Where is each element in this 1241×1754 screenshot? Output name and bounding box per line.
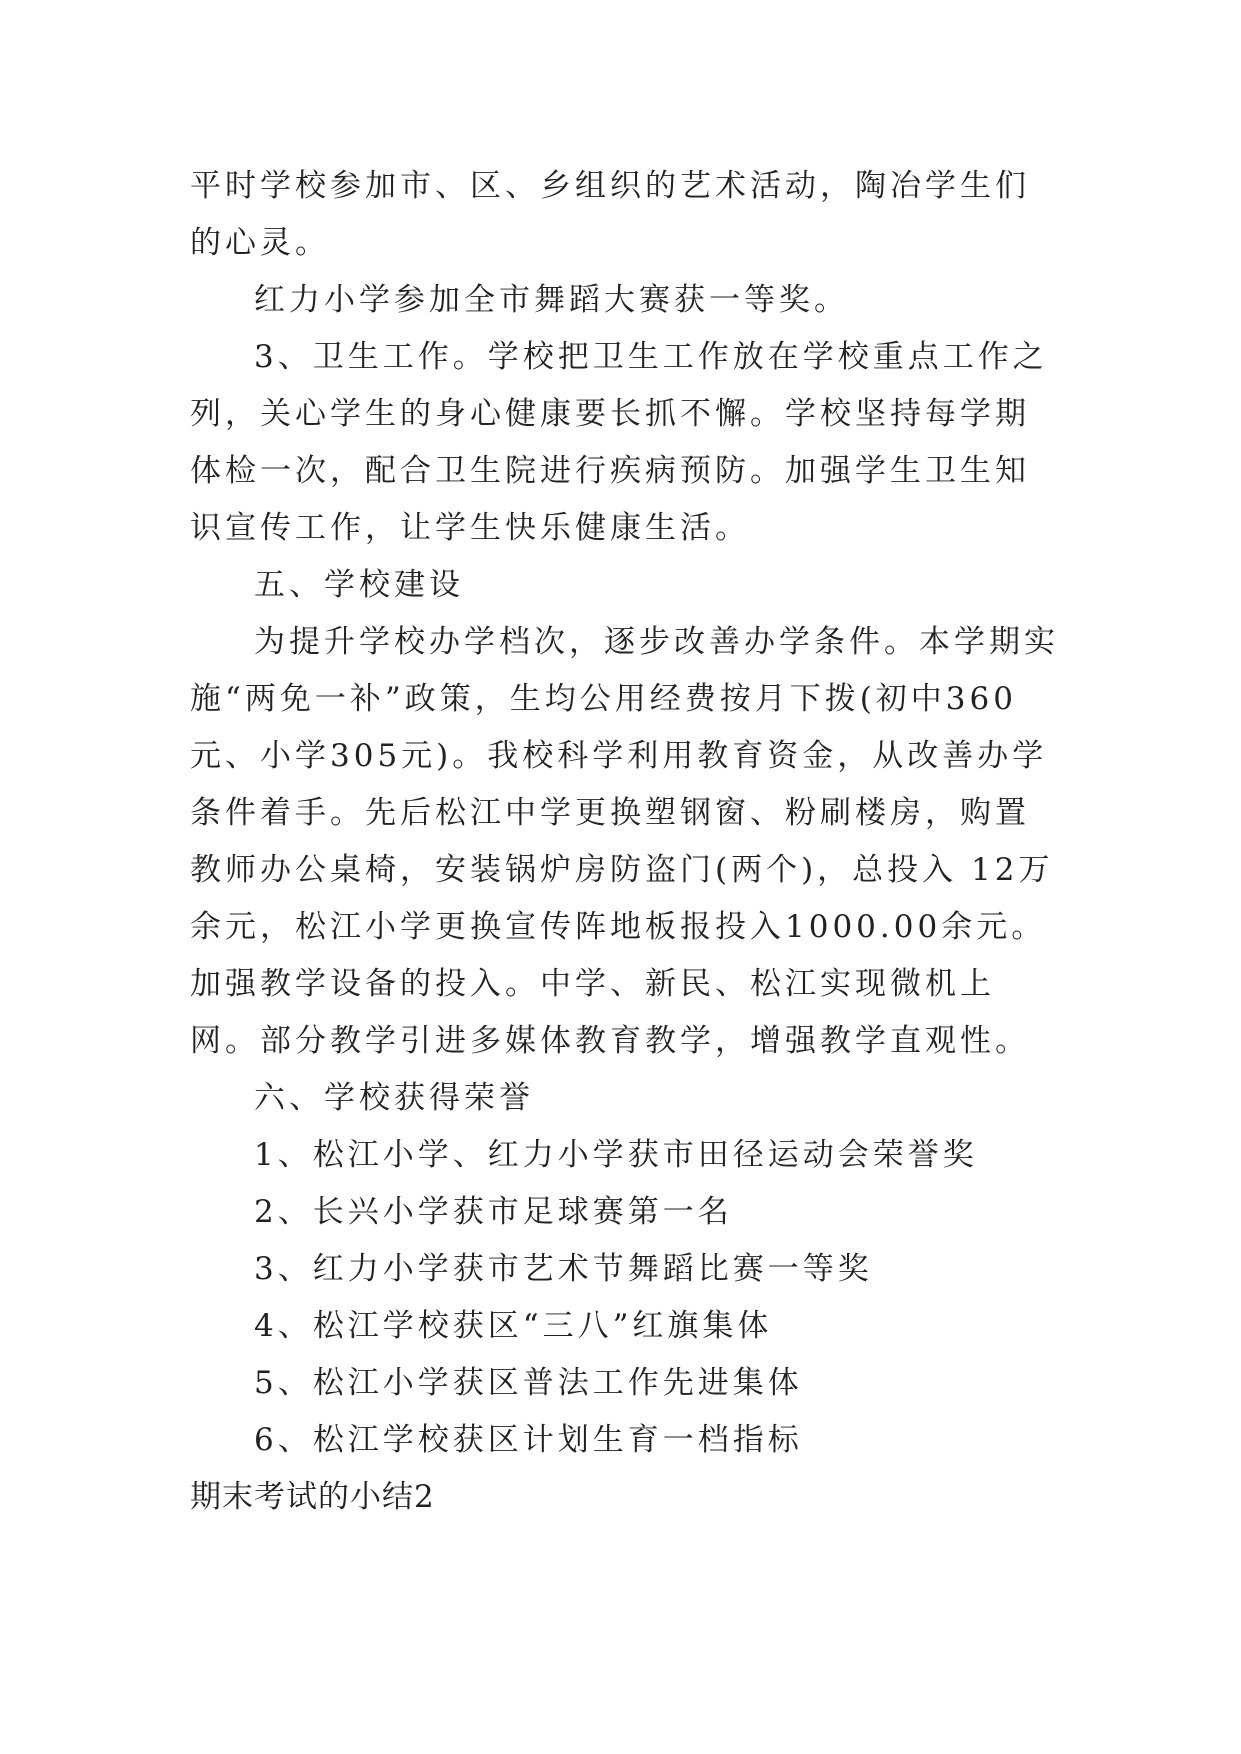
honor-item: 6、松江学校获区计划生育一档指标 — [254, 1422, 803, 1458]
document-body — [190, 158, 1060, 1526]
honor-item: 4、松江学校获区“三八”红旗集体 — [254, 1308, 773, 1344]
honor-item: 3、红力小学获市艺术节舞蹈比赛一等奖 — [254, 1251, 873, 1287]
paragraph-art-activities: 平时学校参加市、区、乡组织的艺术活动，陶冶学生们的心灵。 — [190, 168, 1030, 261]
honor-item: 5、松江小学获区普法工作先进集体 — [254, 1365, 803, 1401]
next-section-title: 期末考试的小结2 — [190, 1479, 435, 1515]
section-heading-school-construction: 五、学校建设 — [254, 567, 464, 603]
paragraph-school-construction: 为提升学校办学档次，逐步改善办学条件。本学期实施“两免一补”政策，生均公用经费按月下拨(初中360元、小学305元)。我校科学利用教育资金，从改善办学条件着手。先后松江中学更换塑钢窗、粉刷楼房，购置教师办公桌椅，安装锅炉房防盗门(两个)，总投入 12万余元，松江小学更换宣传阵地板报投入1000.00余元。加强教学设备的投入。中学、新民、松江实现微机上网。部分教学引进多媒体教育教学，增强教学直观性。 — [190, 624, 1059, 1059]
paragraph-hygiene-work: 3、卫生工作。学校把卫生工作放在学校重点工作之列，关心学生的身心健康要长抓不懈。学校坚持每学期体检一次，配合卫生院进行疾病预防。加强学生卫生知识宣传工作，让学生快乐健康生活。 — [190, 339, 1048, 546]
honor-item: 2、长兴小学获市足球赛第一名 — [254, 1194, 733, 1230]
section-heading-school-honors: 六、学校获得荣誉 — [254, 1080, 534, 1116]
honor-item: 1、松江小学、红力小学获市田径运动会荣誉奖 — [254, 1137, 978, 1173]
paragraph-dance-award: 红力小学参加全市舞蹈大赛获一等奖。 — [254, 282, 849, 318]
